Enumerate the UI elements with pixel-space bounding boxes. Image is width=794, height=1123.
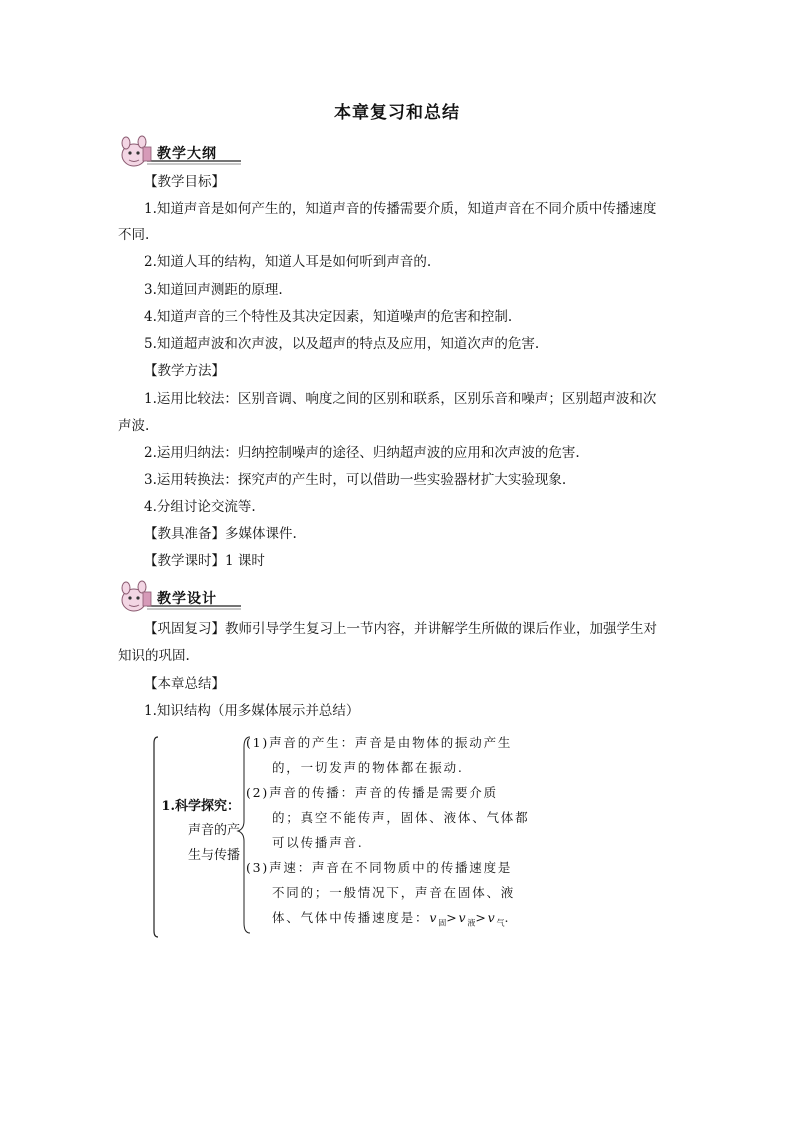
- topic-line: 1.科学探究：: [161, 799, 240, 814]
- objectives-header: 【教学目标】: [144, 174, 225, 190]
- method-item: 1.运用比较法：区别音调、响度之间的区别和联系，区别乐音和噪声；区别超声波和次: [144, 391, 657, 407]
- objective-item: 1.知道声音是如何产生的，知道声音的传播需要介质，知道声音在不同介质中传播速度: [144, 201, 657, 217]
- summary-header: 【本章总结】: [144, 676, 225, 692]
- knowledge-line: (3)声速：声音在不同物质中的传播速度是: [246, 860, 513, 875]
- tools-label: 【教具准备】: [144, 526, 225, 542]
- section-banner-design: [117, 580, 243, 614]
- method-item: 声波.: [118, 418, 150, 434]
- topic-line: 声音的产: [187, 823, 240, 838]
- tools-line: [144, 525, 297, 543]
- hours-label: 【教学课时】: [144, 553, 225, 569]
- objective-item: 3.知道回声测距的原理.: [144, 282, 283, 298]
- review-line-2: 知识的巩固.: [118, 648, 190, 664]
- sub-solid: 固: [438, 918, 447, 928]
- page-title: 本章复习和总结: [334, 103, 460, 123]
- knowledge-line: 不同的；一般情况下，声音在固体、液: [272, 885, 516, 900]
- hours-value: 1 课时: [225, 553, 265, 569]
- knowledge-line: 可以传播声音.: [272, 835, 364, 850]
- review-label: 【巩固复习】: [144, 621, 225, 637]
- gt-symbol: >: [446, 910, 459, 925]
- structure-line: 1.知识结构（用多媒体展示并总结）: [144, 703, 360, 719]
- topic-line: 生与传播: [187, 848, 240, 863]
- knowledge-line: 的；真空不能传声，固体、液体、气体都: [272, 810, 530, 825]
- section-label-outline: 教学大纲: [157, 146, 217, 162]
- objective-item: 4.知道声音的三个特性及其决定因素，知道噪声的危害和控制.: [144, 309, 513, 325]
- knowledge-line: (2)声音的传播：声音的传播是需要介质: [246, 785, 498, 800]
- v-symbol: v: [458, 910, 468, 925]
- v-symbol: v: [429, 910, 439, 925]
- knowledge-structure: [150, 733, 540, 938]
- knowledge-line-speed: [272, 909, 510, 933]
- sub-liquid: 液: [467, 918, 476, 928]
- methods-header: 【教学方法】: [144, 363, 225, 379]
- objective-item: 不同.: [118, 227, 150, 243]
- sub-gas: 气: [496, 918, 505, 928]
- review-line: [144, 620, 657, 638]
- gt-symbol: >: [475, 910, 488, 925]
- hours-line: [144, 552, 265, 570]
- review-text: 教师引导学生复习上一节内容，并讲解学生所做的课后作业，加强学生对: [225, 621, 657, 637]
- objective-item: 5.知道超声波和次声波，以及超声的特点及应用，知道次声的危害.: [144, 336, 540, 352]
- objective-item: 2.知道人耳的结构，知道人耳是如何听到声音的.: [144, 254, 432, 270]
- period: .: [504, 910, 511, 925]
- method-item: 2.运用归纳法：归纳控制噪声的途径、归纳超声波的应用和次声波的危害.: [144, 445, 580, 461]
- section-banner-outline: [117, 135, 243, 169]
- tools-value: 多媒体课件.: [225, 526, 297, 542]
- v-symbol: v: [487, 910, 497, 925]
- method-item: 3.运用转换法：探究声的产生时，可以借助一些实验器材扩大实验现象.: [144, 472, 567, 488]
- method-item: 4.分组讨论交流等.: [144, 499, 256, 515]
- speed-lead: 体、气体中传播速度是：: [272, 910, 430, 925]
- knowledge-line: 的，一切发声的物体都在振动.: [272, 760, 464, 775]
- section-label-design: 教学设计: [157, 591, 217, 607]
- knowledge-line: (1)声音的产生：声音是由物体的振动产生: [246, 735, 513, 750]
